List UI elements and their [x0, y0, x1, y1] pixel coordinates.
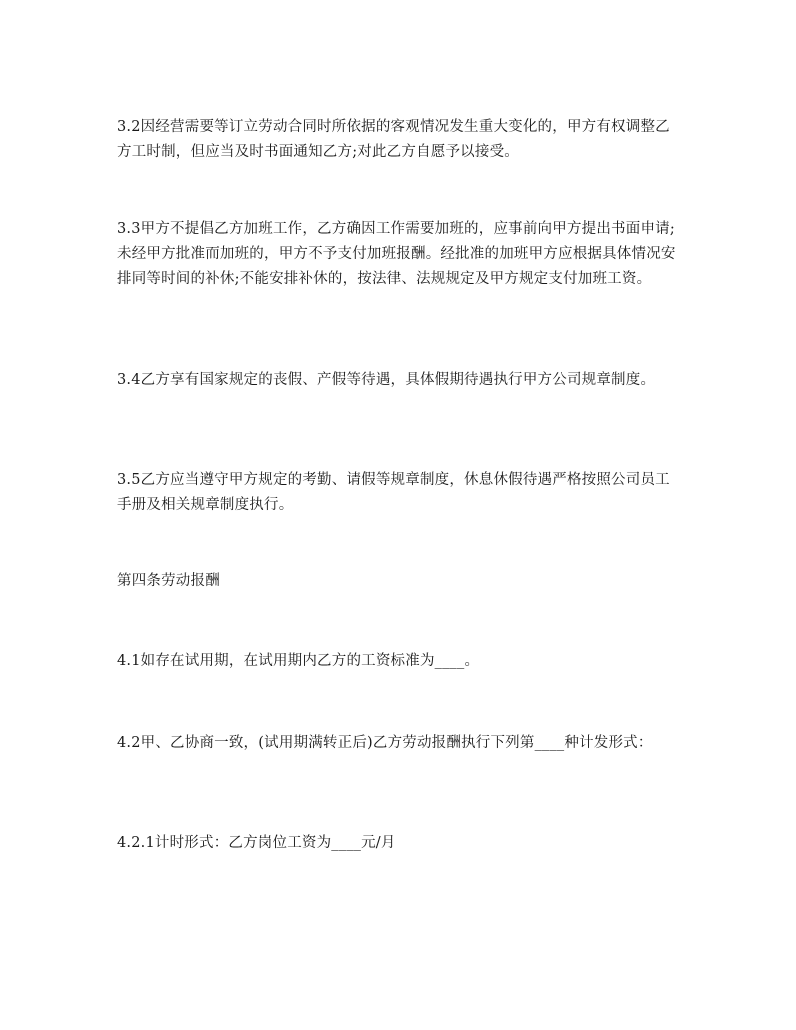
clause-3-4: 3.4乙方享有国家规定的丧假、产假等待遇，具体假期待遇执行甲方公司规章制度。 [117, 372, 656, 388]
clause-3-5: 3.5乙方应当遵守甲方规定的考勤、请假等规章制度，休息休假待遇严格按照公司员工手册及相关规章制度执行。 [117, 472, 670, 513]
clause-4-2: 4.2甲、乙协商一致，(试用期满转正后)乙方劳动报酬执行下列第____种计发形式： [117, 735, 653, 751]
section-heading-article-4: 第四条劳动报酬 [117, 573, 220, 589]
clause-4-1: 4.1如存在试用期，在试用期内乙方的工资标准为____。 [117, 653, 480, 669]
clause-3-2: 3.2因经营需要等订立劳动合同时所依据的客观情况发生重大变化的，甲方有权调整乙方工时制，但应当及时书面通知乙方;对此乙方自愿予以接受。 [117, 119, 670, 160]
clause-3-3: 3.3甲方不提倡乙方加班工作，乙方确因工作需要加班的，应事前向甲方提出书面申请;未经甲方批准而加班的，甲方不予支付加班报酬。经批准的加班甲方应根据具体情况安排同等时间的补休;不能安排补休的，按法律、法规规定及甲方规定支付加班工资。 [117, 221, 676, 287]
clause-4-2-1: 4.2.1计时形式：乙方岗位工资为____元/月 [117, 835, 396, 851]
